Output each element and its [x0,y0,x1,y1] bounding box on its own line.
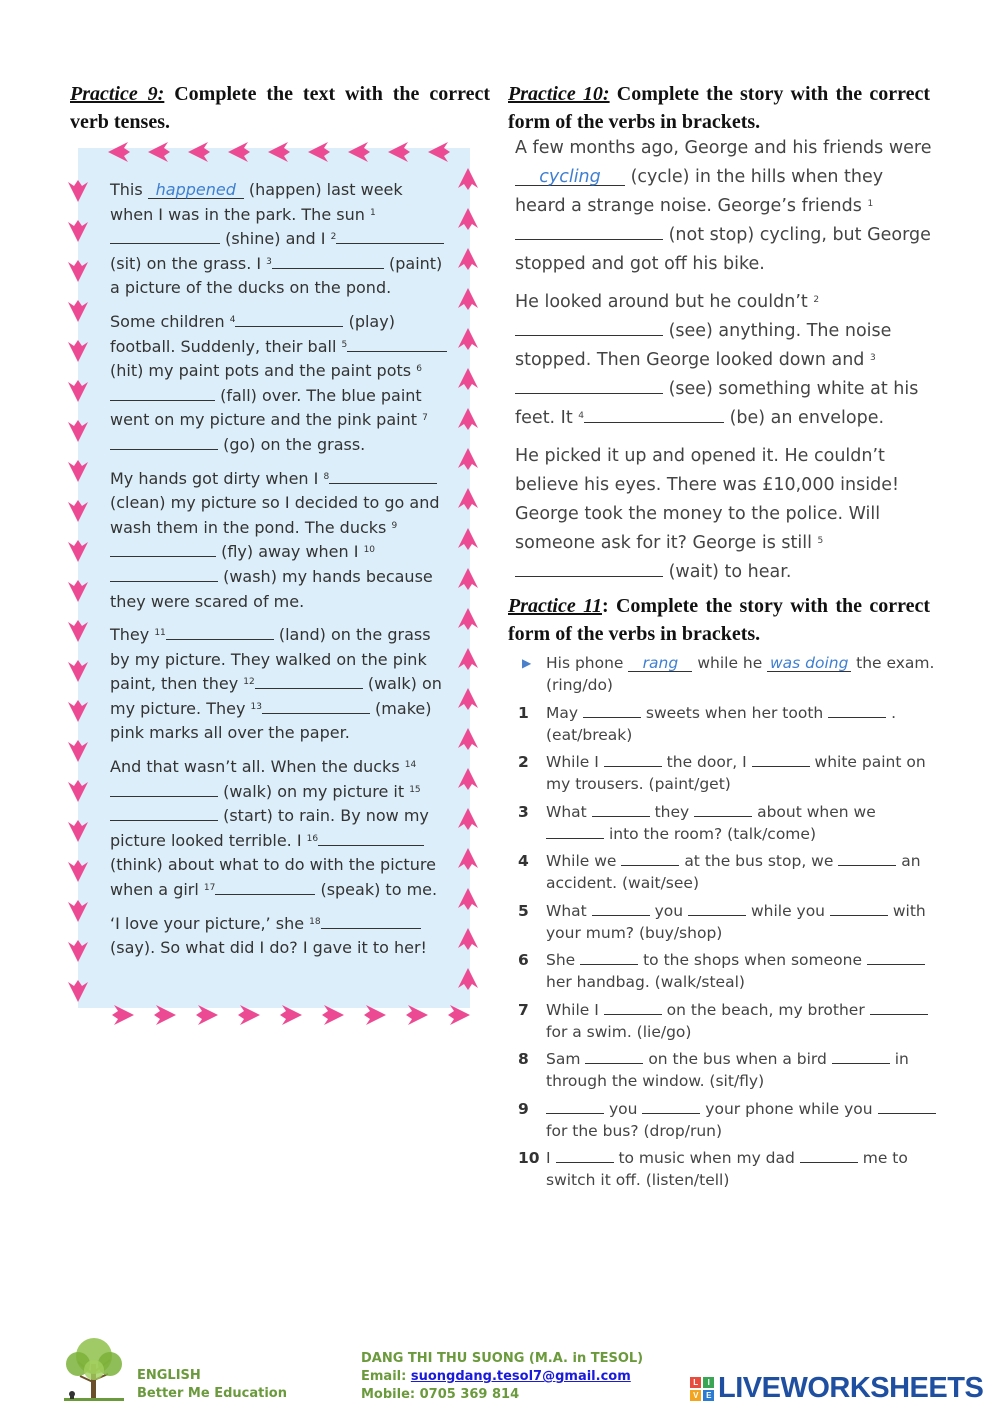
footprint-icon [458,928,478,950]
exercise-item-1: 1 May sweets when her tooth . (eat/break) [518,703,897,744]
footprint-icon [458,728,478,750]
item-number: 7 [518,1000,529,1019]
answer-gap[interactable] [642,1099,700,1114]
practice11-instruction: : Complete the story with the correct form of the verbs in brackets. [508,595,930,645]
practice10-paragraph-1: A few months ago, George and his friends were cycling (cycle) in the hills when they heard a strange noise. George’s friends $^1$ (not stop) cycling, but George stopped and got off his bike. [515,138,932,274]
footprint-icon [68,180,88,202]
answer-gap[interactable] [546,1099,604,1114]
practice10-label: Practice 10: [508,83,610,105]
answer-gap[interactable] [556,1148,614,1163]
footprint-icon [68,860,88,882]
footprint-icon [68,660,88,682]
item-number: 2 [518,753,529,771]
footprint-icon [68,380,88,402]
practice10-paragraph-3: He picked it up and opened it. He couldn’t believe his eyes. There was £10,000 inside! George took the money to the police. Will someone ask for it? George is still $^5$ (wait) to hear. [515,446,899,582]
item-number: 1 [518,703,529,722]
footprint-icon [458,168,478,190]
footprint-icon [458,208,478,230]
gap-17[interactable] [215,880,315,895]
footprint-icon [68,420,88,442]
footprint-icon [458,328,478,350]
footprint-icon [458,688,478,710]
practice10-paragraph-2: He looked around but he couldn’t $^2$ (see) anything. The noise stopped. Then George looked down and $^3$ (see) something white at his feet. It $^4$ (be) an envelope. [515,292,919,428]
answer-gap[interactable] [546,824,604,839]
gap-5[interactable] [347,337,447,352]
footprint-icon [68,340,88,362]
exercise-item-4: 4 While we at the bus stop, we an accident. (wait/see) [518,852,921,892]
footprint-icon [406,1005,428,1025]
liveworksheets-logo [690,1372,983,1405]
answer-gap[interactable] [870,1000,928,1015]
play-arrow-icon: ▶ [522,656,532,670]
footprint-icon [458,768,478,790]
practice9-text [110,178,450,970]
gap-10[interactable] [110,567,218,582]
footer-contact [361,1350,643,1404]
exercise-item-2: 2 While I the door, I white paint on my trousers. (paint/get) [518,753,926,793]
exercise-item-10: 10 I to music when my dad me to switch it off. (listen/tell) [518,1149,908,1189]
practice9-instruction: Complete the text with the correct verb tenses. [70,83,491,133]
footprint-icon [458,368,478,390]
item-number: 3 [518,802,529,821]
answer-gap[interactable] [585,1049,643,1064]
answer-gap[interactable] [830,901,888,916]
footprint-icon [68,700,88,722]
answer-gap[interactable] [832,1049,890,1064]
practice9-paragraph-1: This happened (happen) last week when I was in the park. The sun $^1$ (shine) and I $^2$ (sit) on the grass. I $^3$ (paint) a picture of the ducks on the pond. [110,180,443,298]
exercise-item-8: 8 Sam on the bus when a bird in through the window. (sit/fly) [518,1050,909,1090]
footprint-icon [68,580,88,602]
footprint-icon [458,888,478,910]
exercise-item-6: 6 She to the shops when someone her handbag. (walk/steal) [518,949,938,993]
footprint-icon [280,1005,302,1025]
gap-14[interactable] [110,782,218,797]
answer-gap[interactable] [752,752,810,767]
gap-4[interactable] [235,312,343,327]
example-answer-2: was doing [767,655,851,672]
answer-gap[interactable] [621,851,679,866]
footprint-icon [68,300,88,322]
footer-school [137,1367,287,1403]
footprint-icon [458,288,478,310]
footprint-icon [308,142,330,162]
footprint-icon [68,620,88,642]
practice11-label: Practice 11 [508,595,602,617]
footprint-icon [188,142,210,162]
answer-gap[interactable] [604,752,662,767]
liveworksheets-icon: L I V E [690,1377,714,1401]
gap-1[interactable] [515,225,663,240]
item-number: 8 [518,1050,529,1068]
footprint-icon [458,968,478,990]
gap-8[interactable] [329,469,437,484]
gap-3[interactable] [515,379,663,394]
footprint-icon [458,408,478,430]
footprint-icon [112,1005,134,1025]
footprint-icon [68,780,88,802]
practice9-label: Practice 9: [70,83,165,105]
footprint-icon [458,808,478,830]
answer-gap[interactable] [828,703,886,718]
answer-gap[interactable] [592,802,650,817]
footprint-icon [196,1005,218,1025]
footprint-icon [348,142,370,162]
item-number: 10 [518,1149,540,1167]
email-link[interactable]: suongdang.tesol7@gmail.com [410,1369,631,1384]
footprint-icon [268,142,290,162]
example-answer-1: rang [628,655,692,672]
footprint-icon [458,568,478,590]
practice10-text [515,134,935,596]
footprint-icon [68,260,88,282]
footprint-icon [428,142,450,162]
answer-gap[interactable] [580,950,638,965]
answer-gap[interactable] [583,703,641,718]
example-answer: cycling [515,169,625,186]
practice9-paragraph-6: ‘I love your picture,’ she $^{18}$ (say). So what did I do? I gave it to her! [110,913,427,958]
footprint-icon [68,540,88,562]
footprint-icon [68,820,88,842]
footprint-icon [458,648,478,670]
practice11-heading [508,592,930,648]
gap-2[interactable] [336,229,444,244]
answer-gap[interactable] [592,901,650,916]
footer-school-name: Better Me Education [137,1386,287,1401]
practice9-paragraph-2: Some children $^4$ (play) football. Suddenly, their ball $^5$ (hit) my paint pots and the paint pots $^6$ (fall) over. The blue paint went on my picture and the pink paint $^7$ (go) on the grass. [110,310,450,458]
footer-english: ENGLISH [137,1368,201,1383]
footprint-icon [458,848,478,870]
gap-12[interactable] [255,674,363,689]
gap-7[interactable] [110,435,218,450]
footprint-icon [68,220,88,242]
answer-gap[interactable] [867,950,925,965]
footprint-icon [458,448,478,470]
gap-15[interactable] [110,806,218,821]
answer-gap[interactable] [688,901,746,916]
example-item: ▶ His phone rang while he was doing the exam. (ring/do) [522,654,935,694]
gap-5[interactable] [515,562,663,577]
practice9-paragraph-3: My hands got dirty when I $^8$ (clean) my picture so I decided to go and wash them in the pond. The ducks $^9$ (fly) away when I $^{10}$ (wash) my hands because they were scared of me. [110,468,440,611]
footprint-icon [68,940,88,962]
footprint-icon [68,460,88,482]
item-number: 9 [518,1099,529,1118]
practice9-paragraph-4: They $^{11}$ (land) on the grass by my picture. They walked on the pink paint, then they $^{12}$ (walk) on my picture. They $^{13}$ (make) pink marks all over the paper. [110,625,442,743]
footprint-icon [458,488,478,510]
footprint-icon [68,500,88,522]
answer-gap[interactable] [604,1000,662,1015]
footprint-icon [68,980,88,1002]
gap-4[interactable] [584,408,724,423]
answer-gap[interactable] [694,802,752,817]
footprint-icon [458,608,478,630]
practice9-paragraph-5: And that wasn’t all. When the ducks $^{14}$ (walk) on my picture it $^{15}$ (start) to rain. By now my picture looked terrible. I $^{16}$ (think) about what to do with the picture when a girl $^{17}$ (speak) to me. [110,757,438,900]
footer-author: DANG THI THU SUONG (M.A. in TESOL) [361,1351,644,1366]
footprint-icon [108,142,130,162]
footprint-icon [68,900,88,922]
practice10-instruction: Complete the story with the correct form of the verbs in brackets. [508,83,930,133]
footprint-icon [154,1005,176,1025]
gap-9[interactable] [110,542,216,557]
practice9-heading [70,80,490,136]
footprint-icon [322,1005,344,1025]
exercise-item-3: 3 What they about when we into the room? (talk/come) [518,802,876,843]
footprint-icon [388,142,410,162]
footprint-icon [448,1005,470,1025]
footer-mobile: Mobile: 0705 369 814 [361,1387,520,1402]
footer-email-line: Email: suongdang.tesol7@gmail.com [361,1369,631,1384]
answer-gap[interactable] [878,1099,936,1114]
answer-gap[interactable] [800,1148,858,1163]
example-answer: happened [148,182,244,199]
footprint-icon [364,1005,386,1025]
gap-11[interactable] [166,625,274,640]
item-number: 4 [518,852,529,870]
footprint-icon [238,1005,260,1025]
exercise-item-9: 9 you your phone while you for the bus? (drop/run) [518,1098,938,1142]
practice11-list [518,652,938,1197]
footprint-icon [148,142,170,162]
gap-18[interactable] [321,914,421,929]
item-number: 5 [518,901,529,920]
footprint-icon [228,142,250,162]
gap-1[interactable] [110,229,220,244]
gap-16[interactable] [318,831,424,846]
item-number: 6 [518,951,529,969]
footprint-icon [458,528,478,550]
exercise-item-5: 5 What you while you with your mum? (buy/shop) [518,901,926,942]
gap-2[interactable] [515,321,663,336]
liveworksheets-wordmark: LIVEWORKSHEETS [718,1372,984,1404]
practice10-heading [508,80,930,136]
gap-3[interactable] [272,254,384,269]
answer-gap[interactable] [838,851,896,866]
gap-13[interactable] [262,699,370,714]
footprint-icon [68,740,88,762]
gap-6[interactable] [110,386,215,401]
exercise-item-7: 7 While I on the beach, my brother for a swim. (lie/go) [518,999,938,1043]
tree-logo [58,1334,130,1406]
footprint-icon [458,248,478,270]
